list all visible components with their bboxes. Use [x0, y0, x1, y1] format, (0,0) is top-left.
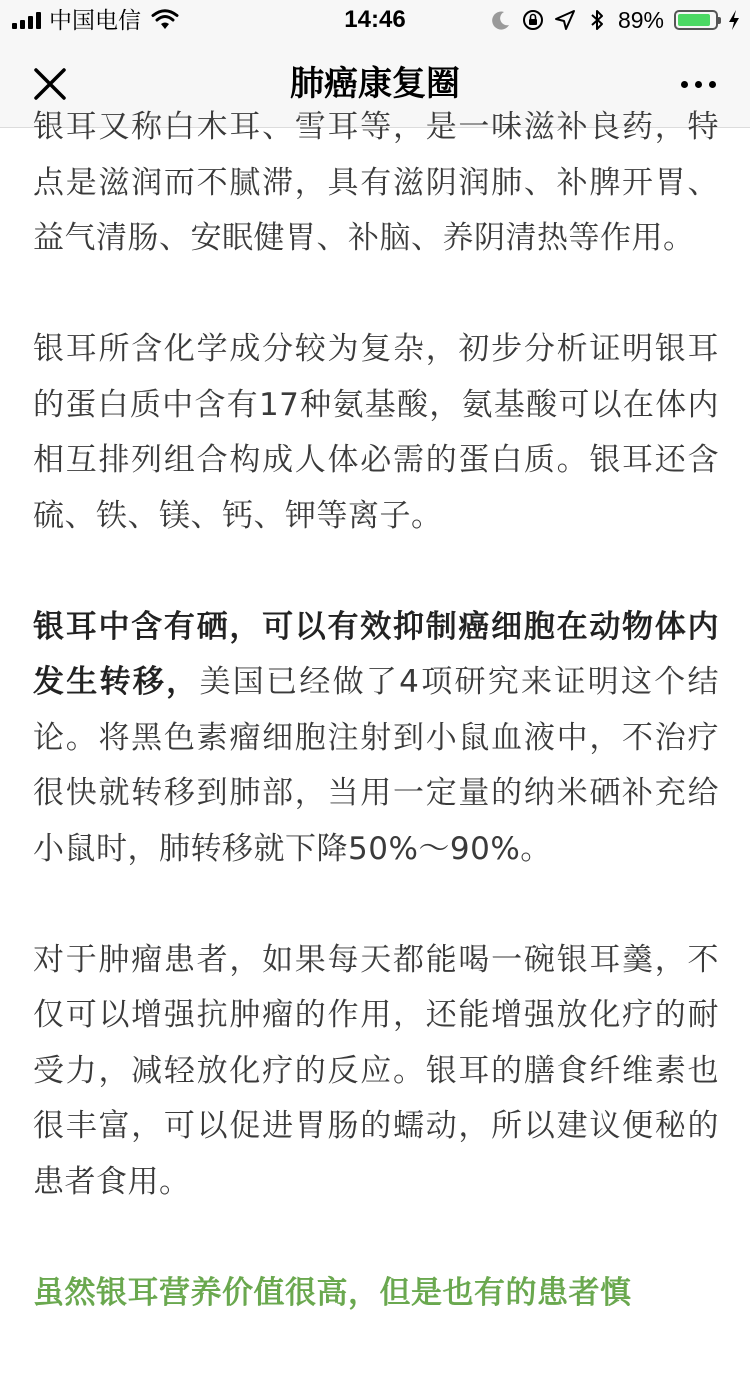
orientation-lock-icon: [522, 9, 544, 31]
moon-icon: [490, 9, 512, 31]
page-title: 肺癌康复圈: [290, 64, 460, 104]
bluetooth-icon: [586, 9, 608, 31]
carrier-label: 中国电信: [49, 7, 141, 33]
more-icon: [681, 81, 688, 88]
status-right: [490, 7, 740, 33]
paragraph-5: [33, 1266, 719, 1322]
paragraph-3-text: 美国已经做了4项研究来证明这个结论。将黑色素瘤细胞注射到小鼠血液中，不治疗很快就转移到肺部，当用一定量的纳米硒补充给小鼠时，肺转移就下降50%～90%。: [33, 664, 719, 867]
article-scroll-area[interactable]: [0, 109, 750, 1334]
status-time: 14:46: [344, 6, 406, 33]
paragraph-3: [33, 600, 719, 878]
paragraph-1: 银耳又称白木耳、雪耳等，是一味滋补良药，特点是滋润而不腻滞，具有滋阴润肺、补脾开胃、益气清肠、安眠健胃、补脑、养阴清热等作用。: [33, 109, 719, 256]
paragraph-2: 银耳所含化学成分较为复杂，初步分析证明银耳的蛋白质中含有17种氨基酸，氨基酸可以在体内相互排列组合构成人体必需的蛋白质。银耳还含硫、铁、镁、钙、钾等离子。: [33, 331, 719, 534]
battery-fill: [678, 14, 710, 26]
article-body: [33, 100, 719, 1377]
status-bar: [0, 0, 750, 40]
paragraph-3-bold: 银耳中含有硒，可以有效抑制癌细胞在动物体内发生转移，: [33, 608, 719, 700]
paragraph-4: 对于肿瘤患者，如果每天都能喝一碗银耳羹，不仅可以增强抗肿瘤的作用，还能增强放化疗的耐受力，减轻放化疗的反应。银耳的膳食纤维素也很丰富，可以促进胃肠的蠕动，所以建议便秘的患者食用。: [33, 941, 719, 1200]
location-icon: [554, 9, 576, 31]
battery-icon: [674, 10, 718, 30]
paragraph-5-highlight: 虽然银耳营养价值很高，但是也有的患者慎: [33, 1274, 632, 1311]
charging-icon: [728, 9, 740, 31]
battery-percent: 89%: [617, 7, 664, 33]
